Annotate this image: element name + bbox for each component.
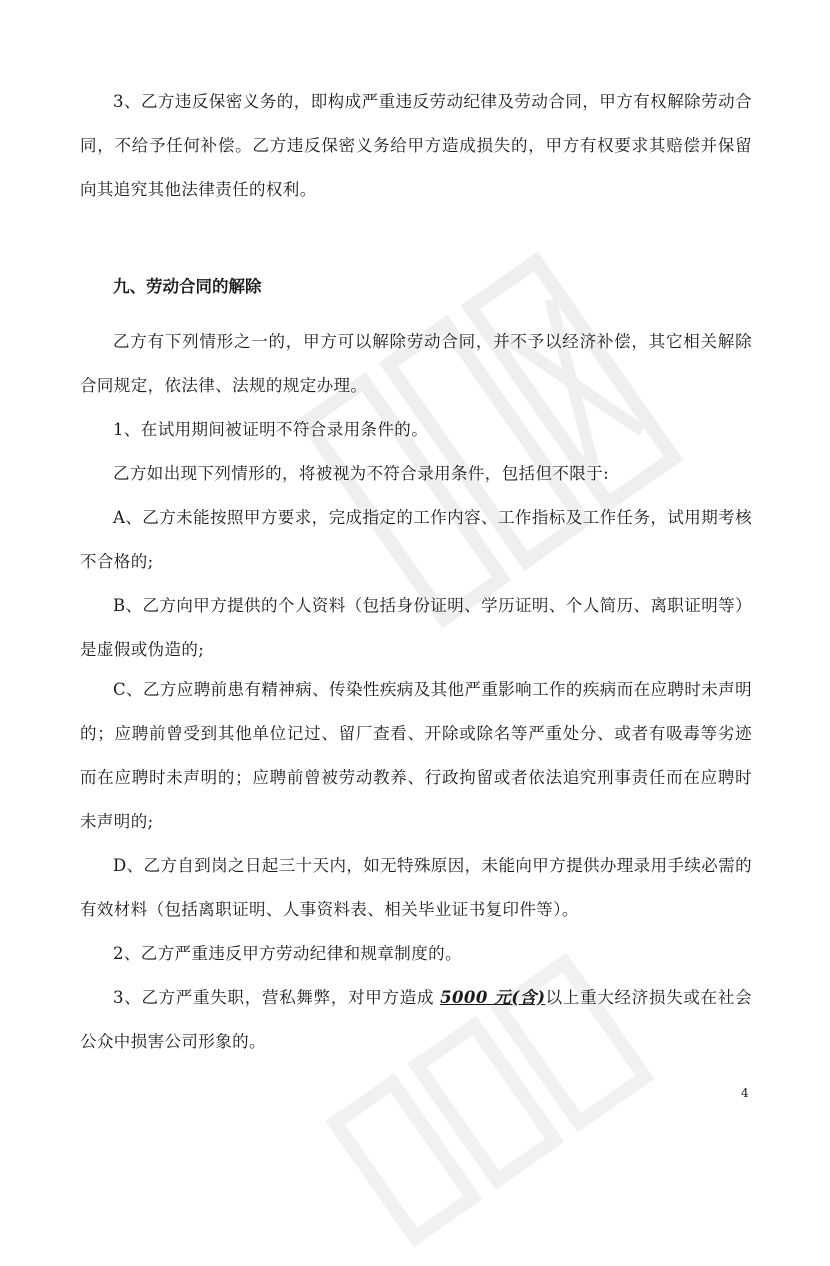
page-number: 4: [741, 1086, 749, 1100]
paragraph-termination-intro: 乙方有下列情形之一的，甲方可以解除劳动合同，并不予以经济补偿，其它相关解除合同规定，依法律、法规的规定办理。: [80, 332, 752, 395]
paragraph-item-b: B、乙方向甲方提供的个人资料（包括身份证明、学历证明、个人简历、离职证明等）是虚假或伪造的;: [80, 596, 752, 659]
paragraph-confidentiality-breach: 3、乙方违反保密义务的，即构成严重违反劳动纪律及劳动合同，甲方有权解除劳动合同，不给予任何补偿。乙方违反保密义务给甲方造成损失的，甲方有权要求其赔偿并保留向其追究其他法律责任的权利。: [80, 92, 752, 199]
paragraph-conditions-intro: 乙方如出现下列情形的，将被视为不符合录用条件，包括但不限于:: [113, 464, 610, 483]
paragraph-item-c: C、乙方应聘前患有精神病、传染性疾病及其他严重影响工作的疾病而在应聘时未声明的；应聘前曾受到其他单位记过、留厂查看、开除或除名等严重处分、或者有吸毒等劣迹而在应聘时未声明的；应聘前曾被劳动教养、行政拘留或者依法追究刑事责任而在应聘时未声明的;: [80, 680, 752, 831]
negligence-text-after: 以上重大经济损失或在社会公众中损害公司形象的。: [80, 988, 752, 1051]
paragraph-item-d: D、乙方自到岗之日起三十天内，如无特殊原因，未能向甲方提供办理录用手续必需的有效材料（包括离职证明、人事资料表、相关毕业证书复印件等）。: [80, 856, 752, 919]
loss-amount: 5000 元(含): [440, 988, 546, 1007]
paragraph-negligence-clause: [80, 976, 752, 1064]
negligence-text-before: 3、乙方严重失职，营私舞弊，对甲方造成: [113, 988, 441, 1007]
paragraph-probation-clause: 1、在试用期间被证明不符合录用条件的。: [113, 420, 429, 439]
paragraph-item-a: A、乙方未能按照甲方要求，完成指定的工作内容、工作指标及工作任务，试用期考核不合格的;: [80, 508, 752, 571]
section-heading-termination: 九、劳动合同的解除: [113, 277, 262, 296]
paragraph-discipline-clause: 2、乙方严重违反甲方劳动纪律和规章制度的。: [113, 944, 462, 963]
